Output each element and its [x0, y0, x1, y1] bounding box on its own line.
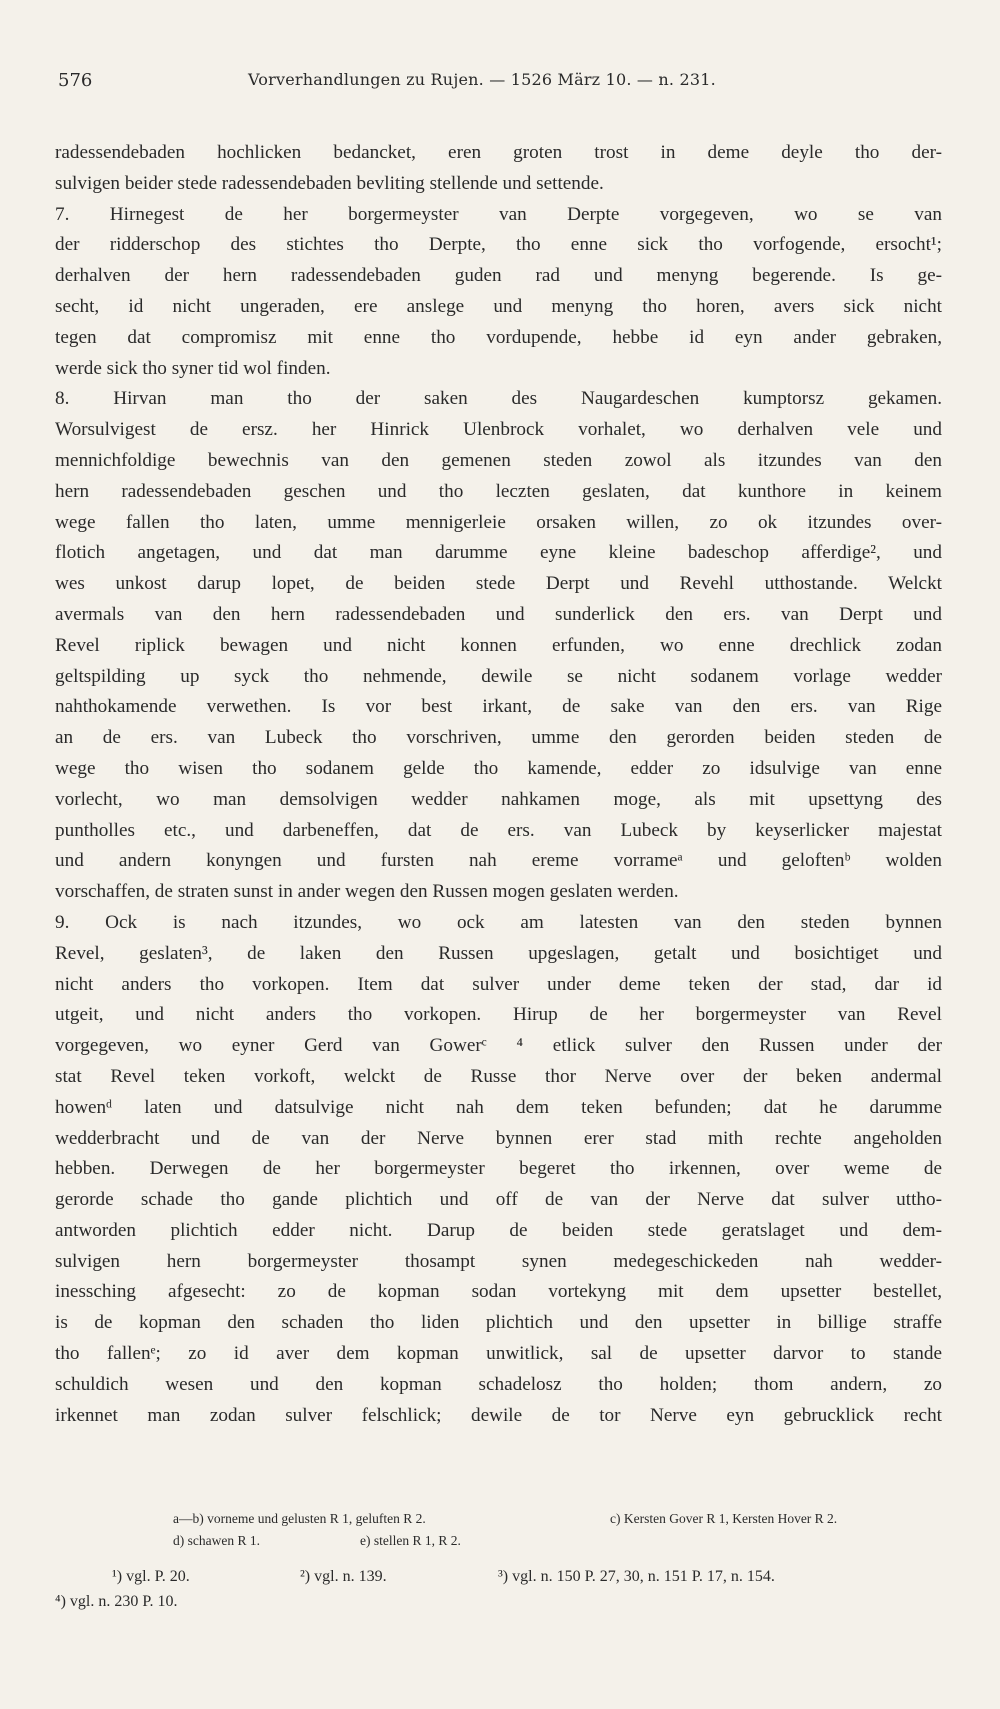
text-line: howenᵈ laten und datsulvige nicht nah dem teken befunden; dat he darumme [55, 1096, 942, 1118]
critical-note: c) Kersten Gover R 1, Kersten Hover R 2. [610, 1511, 838, 1526]
text-line: antworden plichtich edder nicht. Darup de beiden stede geratslaget und dem- [55, 1219, 942, 1241]
text-line: wege tho wisen tho sodanem gelde tho kamende, edder zo idsulvige van enne [55, 757, 942, 779]
text-line: puntholles etc., und darbeneffen, dat de ers. van Lubeck by keyserlicker majestat [55, 819, 942, 841]
footnote: ⁴) vgl. n. 230 P. 10. [55, 1593, 178, 1610]
text-line: radessendebaden hochlicken bedancket, eren groten trost in deme deyle tho der- [55, 142, 942, 163]
text-line: wes unkost darup lopet, de beiden stede Derpt und Revehl utthostande. Welckt [55, 573, 942, 595]
text-line: tegen dat compromisz mit enne tho vordupende, hebbe id eyn ander gebraken, [55, 326, 942, 348]
text-line: Revel riplick bewagen und nicht konnen erfunden, wo enne drechlick zodan [55, 634, 942, 656]
footnote: ³) vgl. n. 150 P. 27, 30, n. 151 P. 17, n. 154. [498, 1568, 775, 1585]
text-line: der ridderschop des stichtes tho Derpte, tho enne sick tho vorfogende, ersocht¹; [55, 234, 942, 256]
text-line: geltspilding up syck tho nehmende, dewile se nicht sodanem vorlage wedder [55, 665, 942, 687]
text-line: flotich angetagen, und dat man darumme eyne kleine badeschop afferdige², und [55, 542, 942, 564]
text-line: werde sick tho syner tid wol finden. [55, 357, 331, 379]
critical-note: a—b) vorneme und gelusten R 1, geluften R 2. [173, 1511, 426, 1526]
text-line: 7. Hirnegest de her borgermeyster van Derpte vorgegeven, wo se van [55, 203, 942, 225]
text-line: Revel, geslaten³, de laken den Russen upgeslagen, getalt und bosichtiget und [55, 942, 942, 964]
main-text [55, 138, 942, 1431]
text-line: vorlecht, wo man demsolvigen wedder nahkamen moge, als mit upsettyng des [55, 788, 942, 810]
text-line: irkennet man zodan sulver felschlick; dewile de tor Nerve eyn gebrucklick recht [55, 1404, 942, 1426]
text-line: nahthokamende verwethen. Is vor best irkant, de sake van den ers. van Rige [55, 696, 942, 718]
text-line: mennichfoldige bewechnis van den gemenen steden zowol als itzundes van den [55, 449, 942, 471]
page-number: 576 [58, 70, 93, 91]
text-line: Worsulvigest de ersz. her Hinrick Ulenbrock vorhalet, wo derhalven vele und [55, 419, 942, 441]
text-line: an de ers. van Lubeck tho vorschriven, umme den gerorden beiden steden de [55, 727, 942, 749]
text-line: vorgegeven, wo eyner Gerd van Gowerᶜ ⁴ etlick sulver den Russen under der [55, 1035, 942, 1057]
footnote-row [55, 1564, 942, 1589]
text-line: wege fallen tho laten, umme mennigerleie orsaken willen, zo ok itzundes over- [55, 511, 942, 533]
critical-row [55, 1530, 942, 1552]
critical-row [55, 1508, 942, 1530]
text-line: vorschaffen, de straten sunst in ander wegen den Russen mogen geslaten werden. [55, 881, 679, 903]
text-line: is de kopman den schaden tho liden plichtich und den upsetter in billige straffe [55, 1312, 942, 1334]
text-line: 8. Hirvan man tho der saken des Naugardeschen kumptorsz gekamen. [55, 388, 942, 410]
text-line: derhalven der hern radessendebaden guden rad und menyng begerende. Is ge- [55, 265, 942, 287]
text-line: hern radessendebaden geschen und tho leczten geslaten, dat kunthore in keinem [55, 480, 942, 502]
text-line: secht, id nicht ungeraden, ere anslege und menyng tho horen, avers sick nicht [55, 295, 942, 317]
footnote: ¹) vgl. P. 20. [112, 1568, 190, 1585]
text-line: 9. Ock is nach itzundes, wo ock am latesten van den steden bynnen [55, 911, 942, 933]
text-line: avermals van den hern radessendebaden und sunderlick den ers. van Derpt und [55, 603, 942, 625]
text-line: utgeit, und nicht anders tho vorkopen. Hirup de her borgermeyster van Revel [55, 1004, 942, 1026]
text-line: schuldich wesen und den kopman schadelosz tho holden; thom andern, zo [55, 1373, 942, 1395]
footnote: ²) vgl. n. 139. [300, 1568, 387, 1585]
critical-note: e) stellen R 1, R 2. [360, 1533, 461, 1548]
text-line: und andern konyngen und fursten nah ereme vorrameᵃ und geloftenᵇ wolden [55, 850, 942, 872]
running-head: Vorverhandlungen zu Rujen. — 1526 März 10. — n. 231. [248, 70, 716, 89]
footnote-row [55, 1589, 942, 1614]
text-line: tho fallenᵉ; zo id aver dem kopman unwitlick, sal de upsetter darvor to stande [55, 1343, 942, 1365]
text-line: nicht anders tho vorkopen. Item dat sulver under deme teken der stad, dar id [55, 973, 942, 995]
text-line: sulvigen hern borgermeyster thosampt synen medegeschickeden nah wedder- [55, 1250, 942, 1272]
text-line: sulvigen beider stede radessendebaden bevliting stellende und settende. [55, 172, 604, 194]
critical-apparatus [55, 1508, 942, 1552]
text-line: inessching afgesecht: zo de kopman sodan vortekyng mit dem upsetter bestellet, [55, 1281, 942, 1303]
text-line: hebben. Derwegen de her borgermeyster begeret tho irkennen, over weme de [55, 1158, 942, 1180]
footnotes [55, 1564, 942, 1614]
critical-note: d) schawen R 1. [173, 1533, 260, 1548]
text-line: wedderbracht und de van der Nerve bynnen erer stad mith rechte angeholden [55, 1127, 942, 1149]
text-line: stat Revel teken vorkoft, welckt de Russe thor Nerve over der beken andermal [55, 1065, 942, 1087]
page-header [58, 70, 938, 100]
text-line: gerorde schade tho gande plichtich und off de van der Nerve dat sulver uttho- [55, 1189, 942, 1211]
